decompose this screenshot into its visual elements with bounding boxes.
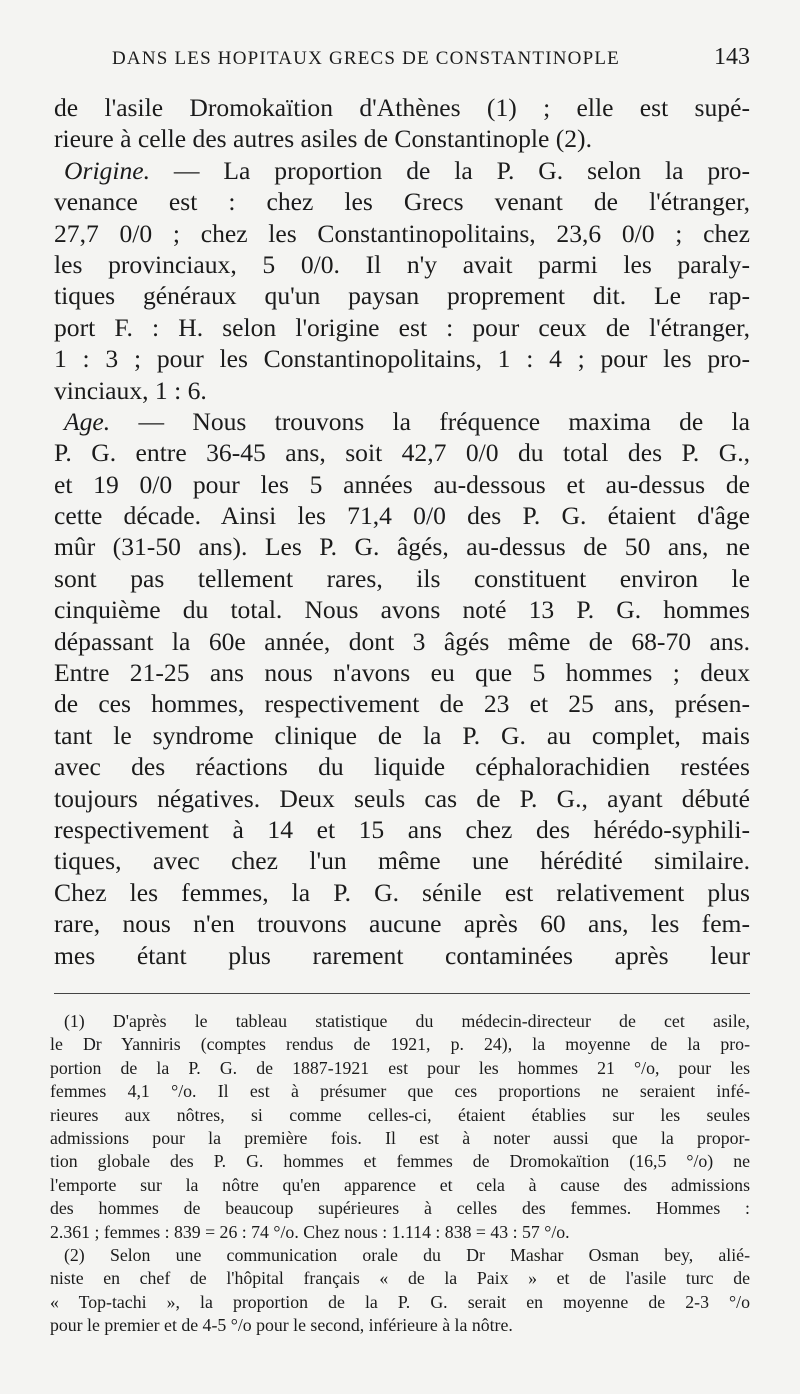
paragraph-origine (54, 155, 750, 186)
footnote-line: « Top-tachi », la proportion de la P. G. serait en moyenne de 2-3 °/o (50, 1291, 750, 1312)
footnote-line: pour le premier et de 4-5 °/o pour le second, inférieure à la nôtre. (50, 1315, 513, 1336)
heading-origine: Origine. (64, 155, 151, 185)
footnote-line: (1) D'après le tableau statistique du médecin-directeur de cet asile, (64, 1011, 750, 1031)
text-line: tant le syndrome clinique de la P. G. au complet, mais (54, 720, 750, 750)
em-dash: — (173, 155, 200, 185)
footnote-line: l'emporte sur la nôtre qu'en apparence et cela à cause des admissions (50, 1174, 750, 1195)
text-line: et 19 0/0 pour les 5 années au-dessous et au-dessus de (54, 469, 750, 499)
footnote-line: admissions pour la première fois. Il est à noter aussi que la propor- (50, 1127, 750, 1148)
text-line: Entre 21-25 ans nous n'avons eu que 5 hommes ; deux (54, 658, 750, 688)
text-line: rare, nous n'en trouvons aucune après 60 ans, les fem- (54, 909, 750, 939)
text-line: vinciaux, 1 : 6. (54, 375, 207, 405)
text-line: 27,7 0/0 ; chez les Constantinopolitains, 23,6 0/0 ; chez (54, 218, 750, 248)
text-line: dépassant la 60e année, dont 3 âgés même de 68-70 ans. (54, 626, 750, 656)
text-line: P. G. entre 36-45 ans, soit 42,7 0/0 du total des P. G., (54, 438, 750, 468)
footnote-line: des hommes de beaucoup supérieures à celles des femmes. Hommes : (50, 1198, 750, 1219)
paragraph-age (54, 406, 750, 437)
running-head (112, 44, 750, 71)
text-line: de l'asile Dromokaïtion d'Athènes (1) ; elle est supé- (54, 93, 750, 122)
text-line: respectivement à 14 et 15 ans chez des hérédo-syphili- (54, 814, 750, 844)
text-line: port F. : H. selon l'origine est : pour ceux de l'étranger, (54, 312, 750, 342)
body-text (54, 92, 750, 971)
text-line: 1 : 3 ; pour les Constantinopolitains, 1 : 4 ; pour les pro- (54, 344, 750, 374)
text-line: tiques, avec chez l'un même une hérédité similaire. (54, 846, 750, 876)
text-line: venance est : chez les Grecs venant de l'étranger, (54, 187, 750, 217)
text-line: mes étant plus rarement contaminées après leur (54, 940, 750, 970)
em-dash: — (138, 406, 165, 436)
text-line: tiques généraux qu'un paysan proprement dit. Le rap- (54, 281, 750, 311)
text-line: toujours négatives. Deux seuls cas de P. G., ayant débuté (54, 783, 750, 813)
text-line: La proportion de la P. G. selon la pro- (223, 155, 750, 185)
footnote-line: femmes 4,1 °/o. Il est à présumer que ces proportions ne seraient infé- (50, 1081, 750, 1102)
footnotes (50, 1010, 750, 1337)
text-line: Nous trouvons la fréquence maxima de la (192, 406, 751, 436)
text-line: mûr (31-50 ans). Les P. G. âgés, au-dessus de 50 ans, ne (54, 532, 750, 562)
heading-age: Age. (64, 406, 111, 436)
text-line: Chez les femmes, la P. G. sénile est relativement plus (54, 877, 750, 907)
text-line: de ces hommes, respectivement de 23 et 25 ans, présen- (54, 689, 750, 719)
footnote-line: portion de la P. G. de 1887-1921 est pour les hommes 21 °/o, pour les (50, 1057, 750, 1078)
running-head-title: DANS LES HOPITAUX GRECS DE CONSTANTINOPLE (112, 48, 620, 69)
footnote-line: rieures aux nôtres, si comme celles-ci, étaient établies sur les seules (50, 1104, 750, 1125)
text-line: sont pas tellement rares, ils constituent environ le (54, 563, 750, 593)
footnote-line: 2.361 ; femmes : 839 = 26 : 74 °/o. Chez nous : 1.114 : 838 = 43 : 57 °/o. (50, 1221, 570, 1242)
footnote-line: le Dr Yanniris (comptes rendus de 1921, p. 24), la moyenne de la pro- (50, 1034, 750, 1055)
text-line: cette décade. Ainsi les 71,4 0/0 des P. G. étaient d'âge (54, 501, 750, 531)
footnote-line: tion globale des P. G. hommes et femmes de Dromokaïtion (16,5 °/o) ne (50, 1151, 750, 1172)
footnote-rule (54, 993, 750, 994)
footnote-line: niste en chef de l'hôpital français « de la Paix » et de l'asile turc de (50, 1268, 750, 1289)
text-line: cinquième du total. Nous avons noté 13 P. G. hommes (54, 595, 750, 625)
text-line: avec des réactions du liquide céphalorachidien restées (54, 752, 750, 782)
text-line: rieure à celle des autres asiles de Constantinople (2). (54, 124, 592, 154)
footnote-line: (2) Selon une communication orale du Dr Mashar Osman bey, alié- (64, 1244, 750, 1265)
page-number: 143 (714, 44, 750, 70)
text-line: les provinciaux, 5 0/0. Il n'y avait parmi les paraly- (54, 249, 750, 279)
